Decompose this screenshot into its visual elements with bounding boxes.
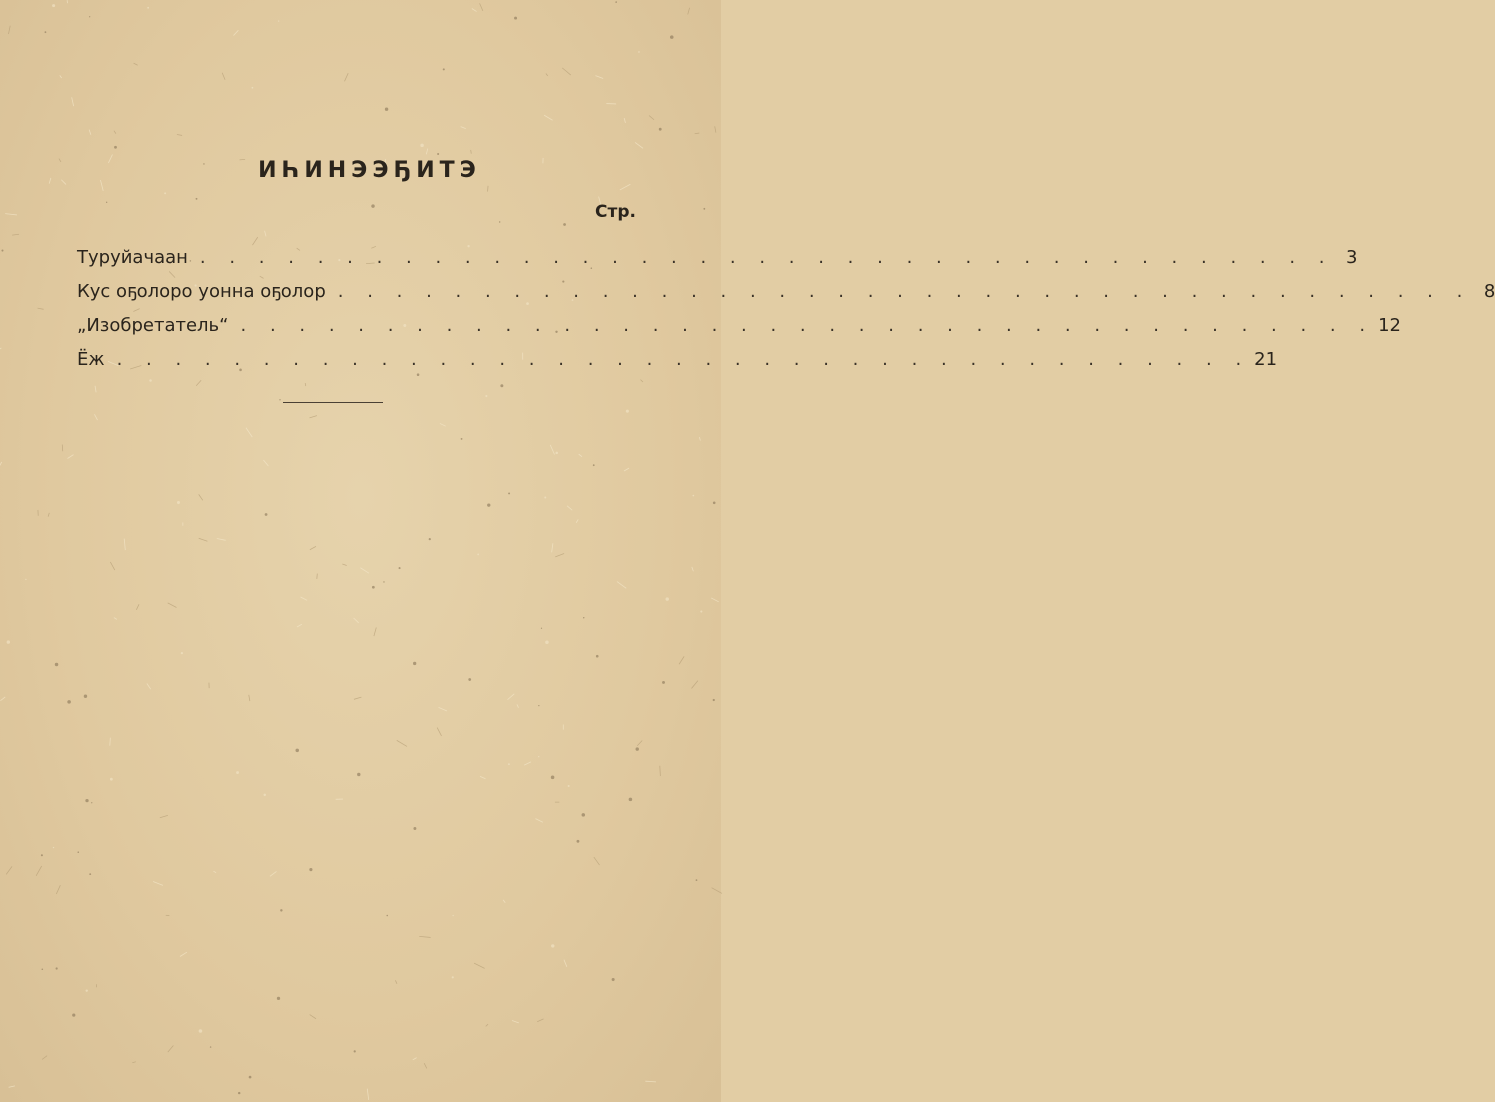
page-title: ИҺИНЭЭҔИТЭ xyxy=(258,158,481,183)
page-column-label: Стр. xyxy=(595,202,636,222)
dot-leader: . . . . . . . . . . . . . . . . . . . . . . . . . . . . . . . . . . . . . . . xyxy=(240,315,1375,336)
toc-entry[interactable] xyxy=(77,281,1495,315)
dot-leader: . . . . . . . . . . . . . . . . . . . . . . . . . . . . . . . . . . . . . . . xyxy=(116,349,1251,370)
toc-entry-title: Кус оҕолоро уонна оҕолор xyxy=(77,281,326,302)
toc-entry-page: 3 xyxy=(1346,247,1358,268)
toc-entry-title: „Изобретатель“ xyxy=(77,315,229,336)
toc-entry-page: 12 xyxy=(1378,315,1401,336)
toc-entry[interactable] xyxy=(77,349,1278,383)
toc-entry[interactable] xyxy=(77,247,1358,281)
divider-rule xyxy=(283,402,383,403)
toc-entry-page: 21 xyxy=(1254,349,1278,370)
table-of-contents xyxy=(77,247,1495,383)
dot-leader: . . . . . . . . . . . . . . . . . . . . . . . . . . . . . . . . . . . . . . . xyxy=(199,247,1334,268)
dot-leader: . . . . . . . . . . . . . . . . . . . . . . . . . . . . . . . . . . . . . . . xyxy=(337,281,1472,302)
toc-entry-title: Ёж xyxy=(77,349,105,370)
toc-entry-title: Туруйачаан xyxy=(77,247,188,268)
toc-entry-page: 8 xyxy=(1483,281,1495,302)
toc-entry[interactable] xyxy=(77,315,1401,349)
